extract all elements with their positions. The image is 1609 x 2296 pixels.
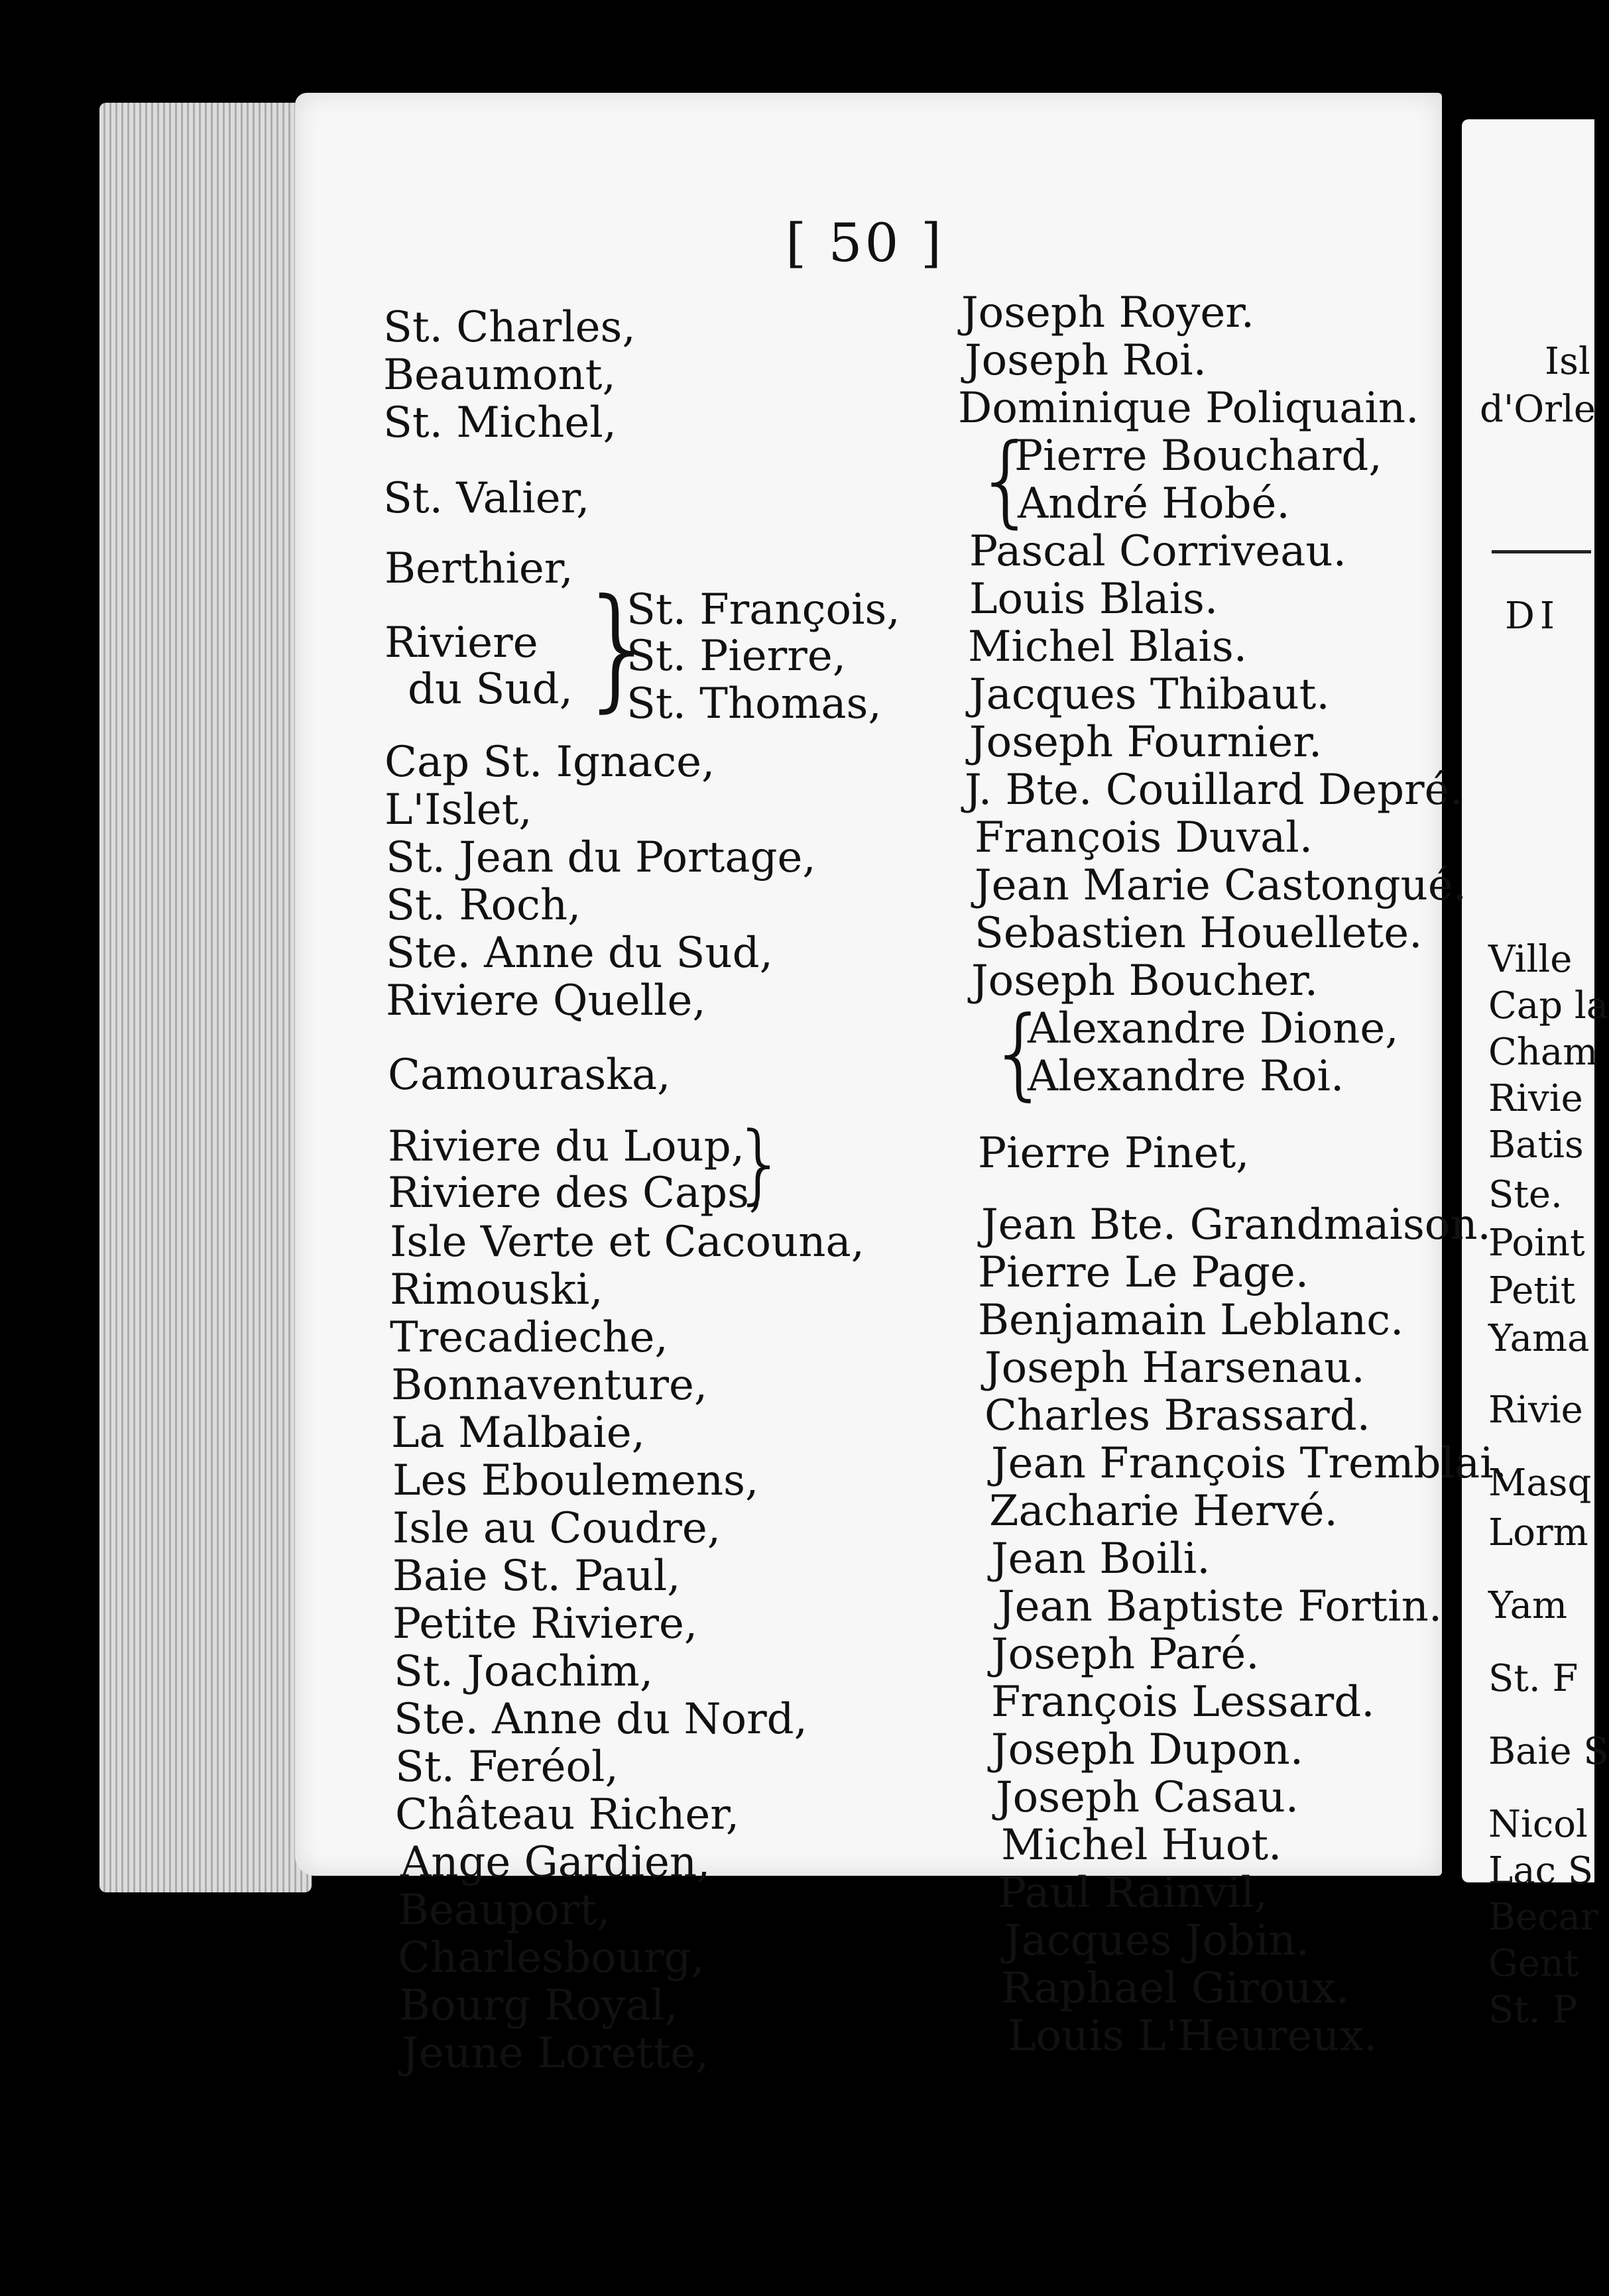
person-name: Jean Boili. (991, 1534, 1211, 1583)
person-name: Pierre Bouchard, (1014, 431, 1382, 481)
parish-name: St. Jean du Portage, (386, 833, 816, 882)
person-name: Benjamain Leblanc. (978, 1296, 1404, 1345)
person-name: Joseph Royer. (961, 288, 1255, 337)
next-page-fragment: Isl (1545, 340, 1590, 383)
person-name: Michel Huot. (1001, 1821, 1282, 1870)
parish-name: Bonnaventure, (391, 1361, 708, 1410)
person-name: Joseph Casau. (996, 1773, 1299, 1822)
person-name: François Lessard. (991, 1678, 1375, 1727)
parish-name: Beauport, (398, 1886, 611, 1935)
next-page-fragment: Ste. (1488, 1173, 1563, 1216)
next-page-fragment: Lac S (1488, 1849, 1594, 1892)
parish-name: L'Islet, (385, 785, 532, 834)
brace-left: { (975, 423, 1038, 538)
parish-name: St. Joachim, (394, 1647, 654, 1696)
parish-name: Beaumont, (383, 351, 616, 400)
next-page-fragment: Cham (1488, 1031, 1598, 1074)
parish-name: St. Charles, (383, 303, 636, 352)
person-name: Zacharie Hervé. (989, 1487, 1338, 1536)
person-name: Michel Blais. (968, 622, 1248, 671)
next-page-fragment: Becar (1488, 1896, 1598, 1939)
book-page-edges (99, 103, 312, 1892)
sub-parish-name: St. Pierre, (626, 632, 847, 681)
next-page-fragment: St. P (1488, 1988, 1578, 2032)
next-page-fragment: Ville (1488, 938, 1573, 981)
parish-name: St. Michel, (383, 398, 617, 447)
person-name: François Duval. (975, 813, 1313, 862)
parish-name: St. Roch, (386, 881, 581, 930)
next-page-fragment: Rivie (1488, 1389, 1583, 1432)
brace-left: { (988, 996, 1051, 1111)
parish-name: Ste. Anne du Nord, (394, 1695, 807, 1744)
person-name: Jean François Tremblai. (991, 1439, 1507, 1488)
person-name: Louis Blais. (969, 575, 1219, 624)
next-page-fragment: Point (1488, 1222, 1585, 1265)
next-page-fragment: Yama (1488, 1317, 1590, 1360)
person-name: Joseph Roi. (965, 336, 1207, 385)
next-page-fragment: Petit (1488, 1269, 1576, 1312)
brace-right: } (577, 571, 662, 725)
brace-right: } (733, 1113, 788, 1214)
next-page-fragment: Nicol (1488, 1803, 1588, 1846)
person-name: Joseph Dupon. (991, 1725, 1304, 1774)
person-name: Pierre Pinet, (978, 1129, 1250, 1178)
next-page-fragment: Gent (1488, 1942, 1579, 1985)
next-page-fragment: DI (1505, 595, 1561, 638)
person-name: Jacques Thibaut. (969, 670, 1330, 719)
person-name: Raphael Giroux. (1001, 1964, 1350, 2013)
person-name: Joseph Harsenau. (984, 1344, 1365, 1393)
page-number: [ 50 ] (786, 212, 945, 274)
parish-name: Riviere Quelle, (386, 976, 706, 1025)
parish-name: La Malbaie, (391, 1408, 645, 1458)
next-page-fragment: St. F (1488, 1657, 1579, 1700)
parish-name: Jeune Lorette, (402, 2029, 709, 2078)
parish-name: Château Richer, (395, 1790, 740, 1839)
parish-name: Isle au Coudre, (392, 1504, 721, 1553)
parish-name: Ange Gardien, (400, 1838, 711, 1887)
parish-name: Riviere du Loup, (388, 1122, 745, 1171)
person-name: Dominique Poliquain. (958, 384, 1419, 433)
person-name: Joseph Boucher. (971, 956, 1319, 1005)
next-page-fragment: Masq (1488, 1462, 1592, 1505)
parish-name: Baie St. Paul, (392, 1552, 681, 1601)
person-name: Louis L'Heureux. (1008, 2012, 1378, 2061)
next-page-fragment: d'Orle (1480, 388, 1596, 431)
parish-name: Berthier, (385, 544, 573, 593)
person-name: Pierre Le Page. (978, 1248, 1309, 1297)
next-page-fragment: Yam (1488, 1584, 1568, 1627)
parish-name: Isle Verte et Cacouna, (390, 1218, 864, 1267)
person-name: Alexandre Roi. (1028, 1052, 1344, 1101)
next-page-fragment: Batis (1488, 1123, 1584, 1167)
sub-parish-name: St. François, (626, 585, 900, 634)
parish-name: St. Feréol, (395, 1743, 619, 1792)
next-page-fragment: Rivie (1488, 1077, 1583, 1120)
parish-name: Les Eboulemens, (392, 1456, 759, 1505)
person-name: Jacques Jobin. (1004, 1916, 1310, 1965)
person-name: Jean Bte. Grandmaison. (981, 1200, 1491, 1249)
parish-name: Rimouski, (390, 1265, 603, 1314)
parish-name: Bourg Royal, (399, 1981, 678, 2030)
person-name: Alexandre Dione, (1028, 1004, 1399, 1053)
next-page-fragment: Cap la (1488, 984, 1609, 1027)
person-name: Joseph Paré. (991, 1630, 1260, 1679)
person-name: Pascal Corriveau. (969, 527, 1346, 576)
person-name: J. Bte. Couillard Depré. (965, 766, 1463, 815)
parish-name: du Sud, (408, 665, 573, 714)
parish-name: Camouraska, (388, 1051, 671, 1100)
parish-name: Charlesbourg, (398, 1933, 705, 1982)
parish-name: Riviere des Caps, (388, 1169, 763, 1218)
next-page-fragment: Lorm (1488, 1511, 1588, 1554)
parish-name: Riviere (385, 618, 538, 667)
person-name: Sebastien Houellete. (975, 909, 1423, 958)
person-name: Charles Brassard. (984, 1391, 1370, 1440)
next-page-rule (1492, 550, 1591, 553)
parish-name: Trecadieche, (390, 1313, 668, 1362)
person-name: Paul Rainvil, (998, 1868, 1268, 1918)
parish-name: Cap St. Ignace, (385, 738, 715, 787)
next-page-fragment: Baie S (1488, 1730, 1609, 1773)
person-name: Joseph Fournier. (969, 718, 1323, 767)
person-name: Jean Baptiste Fortin. (998, 1582, 1443, 1631)
person-name: Jean Marie Castongué. (975, 861, 1467, 910)
sub-parish-name: St. Thomas, (626, 679, 882, 728)
parish-name: St. Valier, (383, 474, 590, 523)
person-name: André Hobé. (1018, 479, 1290, 528)
parish-name: Petite Riviere, (392, 1599, 698, 1648)
parish-name: Ste. Anne du Sud, (386, 929, 773, 978)
